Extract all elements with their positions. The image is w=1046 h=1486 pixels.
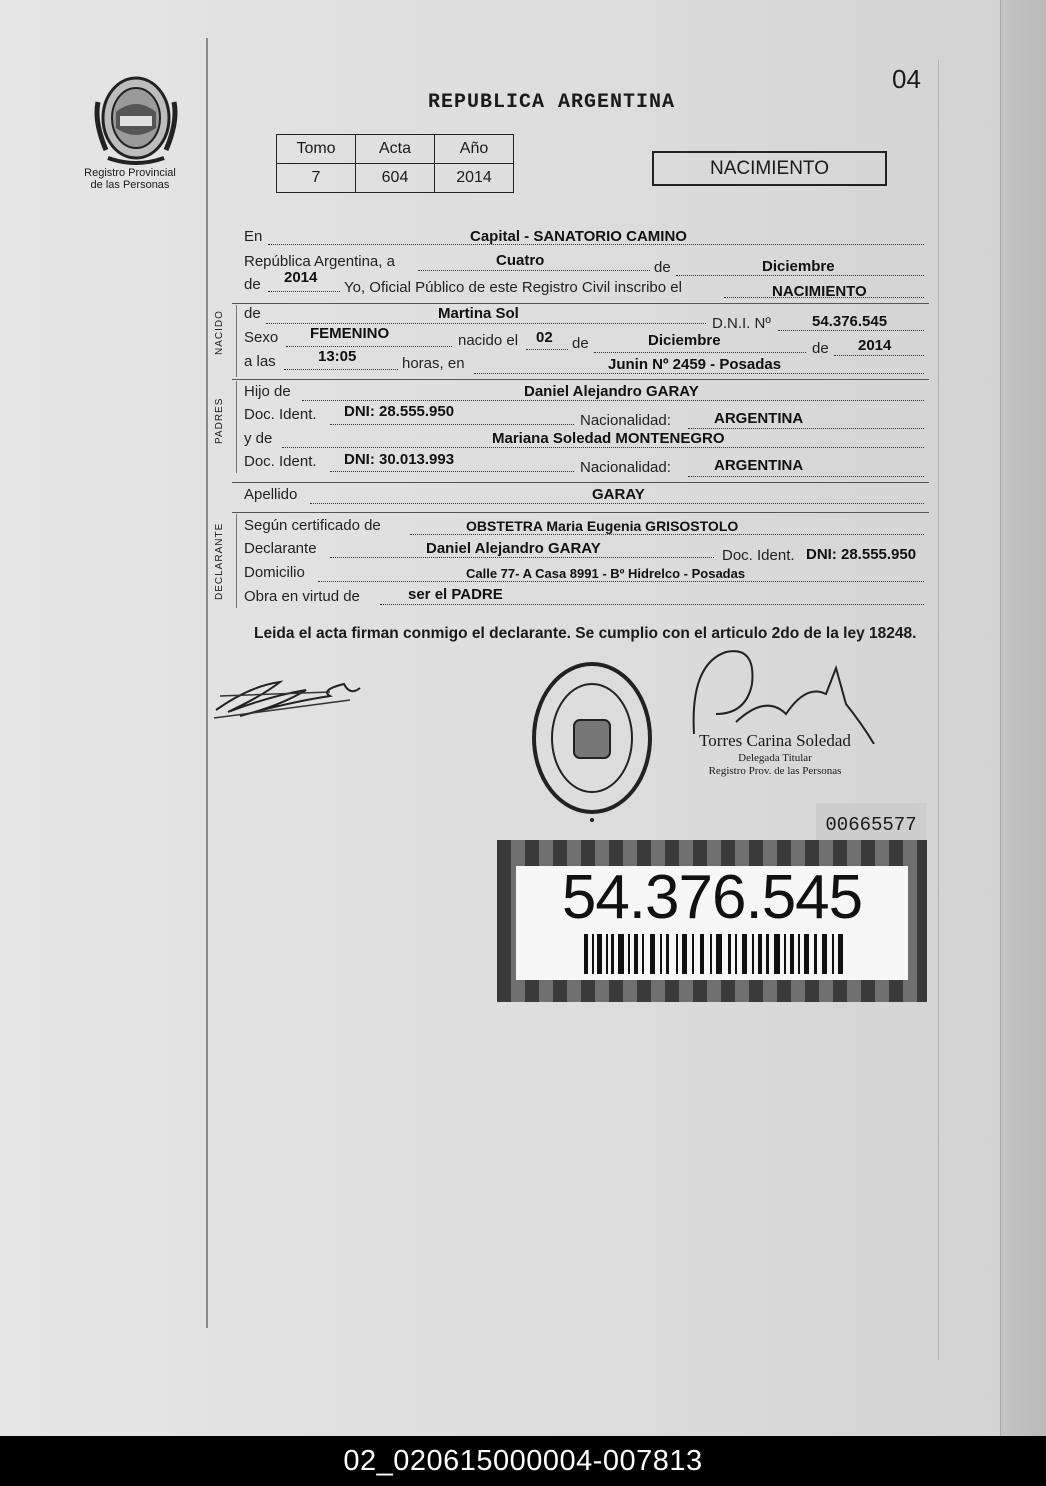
en-label: En: [244, 228, 263, 245]
birth-year: 2014: [858, 337, 892, 354]
day-value: Cuatro: [496, 252, 545, 269]
official-title: [690, 752, 860, 778]
dotted-rule: [286, 346, 452, 347]
dotted-rule: [268, 291, 340, 292]
dotted-rule: [310, 503, 924, 504]
side-divider: [236, 381, 237, 473]
dotted-rule: [418, 270, 650, 271]
nacionalidad-label: Nacionalidad:: [580, 459, 671, 476]
dotted-rule: [318, 581, 924, 582]
logo-caption: [70, 167, 190, 191]
tomo-value: 7: [277, 164, 356, 193]
right-margin-line: [938, 60, 939, 1360]
acta-header: Acta: [356, 135, 435, 164]
dotted-rule: [474, 373, 924, 374]
hijo-label: Hijo de: [244, 383, 291, 400]
official-title-line-1: Delegada Titular: [738, 752, 812, 764]
section-separator: [232, 482, 929, 483]
year-prefix: de: [244, 276, 261, 293]
dotted-rule: [834, 355, 924, 356]
de-label: de: [654, 259, 671, 276]
dotted-rule: [778, 330, 924, 331]
mother-name: Mariana Soledad MONTENEGRO: [492, 430, 725, 447]
birth-month: Diciembre: [648, 332, 721, 349]
dotted-rule: [330, 424, 574, 425]
dotted-rule: [526, 349, 568, 350]
official-name: Torres Carina Soledad: [699, 731, 851, 750]
official-title-line-2: Registro Prov. de las Personas: [708, 765, 842, 777]
dotted-rule: [330, 471, 574, 472]
year-value: 2014: [284, 269, 318, 286]
nacido-side-label: NACIDO: [214, 310, 225, 355]
dotted-rule: [330, 557, 714, 558]
obra-label: Obra en virtud de: [244, 588, 360, 605]
dotted-rule: [594, 352, 806, 353]
tomo-header: Tomo: [277, 135, 356, 164]
act-type-value: NACIMIENTO: [772, 283, 867, 300]
sexo-value: FEMENINO: [310, 325, 390, 342]
declarant-signature: [210, 666, 370, 724]
birth-day: 02: [536, 329, 553, 346]
doc-label: Doc. Ident.: [244, 453, 317, 470]
child-name: Martina Sol: [438, 305, 519, 322]
side-divider: [236, 305, 237, 377]
dotted-rule: [676, 275, 924, 276]
doc-label: Doc. Ident.: [722, 547, 795, 564]
dotted-rule: [410, 534, 924, 535]
dotted-rule: [380, 604, 924, 605]
domicilio-label: Domicilio: [244, 564, 305, 581]
dotted-rule: [282, 447, 924, 448]
sexo-label: Sexo: [244, 329, 279, 346]
official-stamp: [528, 658, 656, 826]
registry-table: [276, 134, 514, 193]
month-value: Diciembre: [762, 258, 835, 275]
de-label: de: [812, 340, 829, 357]
certificado-label: Según certificado de: [244, 517, 381, 534]
horas-label: horas, en: [402, 355, 465, 372]
dotted-rule: [688, 476, 924, 477]
serial-number: 00665577: [816, 803, 926, 841]
nacionalidad-label: Nacionalidad:: [580, 412, 671, 429]
page-number: 04: [892, 64, 921, 94]
dotted-rule: [688, 428, 924, 429]
side-divider: [236, 514, 237, 608]
mother-doc: DNI: 30.013.993: [344, 451, 455, 468]
apellido-label: Apellido: [244, 486, 298, 503]
de-label: de: [572, 335, 589, 352]
anio-header: Año: [435, 135, 514, 164]
birth-time: 13:05: [318, 348, 357, 365]
logo-caption-line-2: de las Personas: [90, 179, 170, 191]
page-edge: [1000, 0, 1046, 1436]
domicilio-value: Calle 77- A Casa 8991 - Bº Hidrelco - Posadas: [466, 566, 746, 581]
declarante-side-label: DECLARANTE: [214, 522, 225, 600]
father-nationality: ARGENTINA: [714, 410, 804, 427]
section-separator: [232, 303, 929, 304]
dotted-rule: [266, 323, 706, 324]
official-signature: [686, 644, 876, 744]
doc-label: Doc. Ident.: [244, 406, 317, 423]
logo-caption-line-1: Registro Provincial: [84, 167, 176, 179]
anio-value: 2014: [435, 164, 514, 193]
scan-id-bar: 02_020615000004-007813: [0, 1436, 1046, 1486]
declarante-doc: DNI: 28.555.950: [806, 546, 917, 563]
father-name: Daniel Alejandro GARAY: [524, 383, 699, 400]
dni-label: D.N.I. Nº: [712, 315, 771, 332]
section-separator: [232, 512, 929, 513]
declarante-name: Daniel Alejandro GARAY: [426, 540, 601, 557]
father-doc: DNI: 28.555.950: [344, 403, 455, 420]
dni-large-number: 54.376.545: [561, 863, 863, 932]
child-dni: 54.376.545: [812, 313, 888, 330]
barcode: [584, 934, 844, 974]
birth-place: Junin Nº 2459 - Posadas: [608, 356, 782, 373]
document-title: REPUBLICA ARGENTINA: [428, 91, 676, 114]
a-las-label: a las: [244, 353, 276, 370]
acta-value: 604: [356, 164, 435, 193]
dotted-rule: [302, 400, 924, 401]
inscribe-text: Yo, Oficial Público de este Registro Civil inscribo el: [344, 279, 682, 296]
section-separator: [232, 379, 929, 380]
de-label: de: [244, 305, 261, 322]
place-of-registration: Capital - SANATORIO CAMINO: [470, 228, 687, 245]
dotted-rule: [284, 369, 398, 370]
declarante-label: Declarante: [244, 540, 317, 557]
province-seal-logo: [90, 72, 182, 168]
document-type-box: NACIMIENTO: [652, 151, 887, 186]
nacido-label: nacido el: [458, 332, 519, 349]
mother-nationality: ARGENTINA: [714, 457, 804, 474]
closing-statement: Leida el acta firman conmigo el declarante. Se cumplio con el articulo 2do de la ley 18248.: [254, 625, 917, 642]
y-de-label: y de: [244, 430, 273, 447]
padres-side-label: PADRES: [214, 397, 225, 444]
republica-label: República Argentina, a: [244, 253, 395, 270]
apellido-value: GARAY: [592, 486, 645, 503]
margin-line: [206, 38, 208, 1328]
certificado-value: OBSTETRA Maria Eugenia GRISOSTOLO: [466, 518, 739, 534]
obra-value: ser el PADRE: [408, 586, 503, 603]
